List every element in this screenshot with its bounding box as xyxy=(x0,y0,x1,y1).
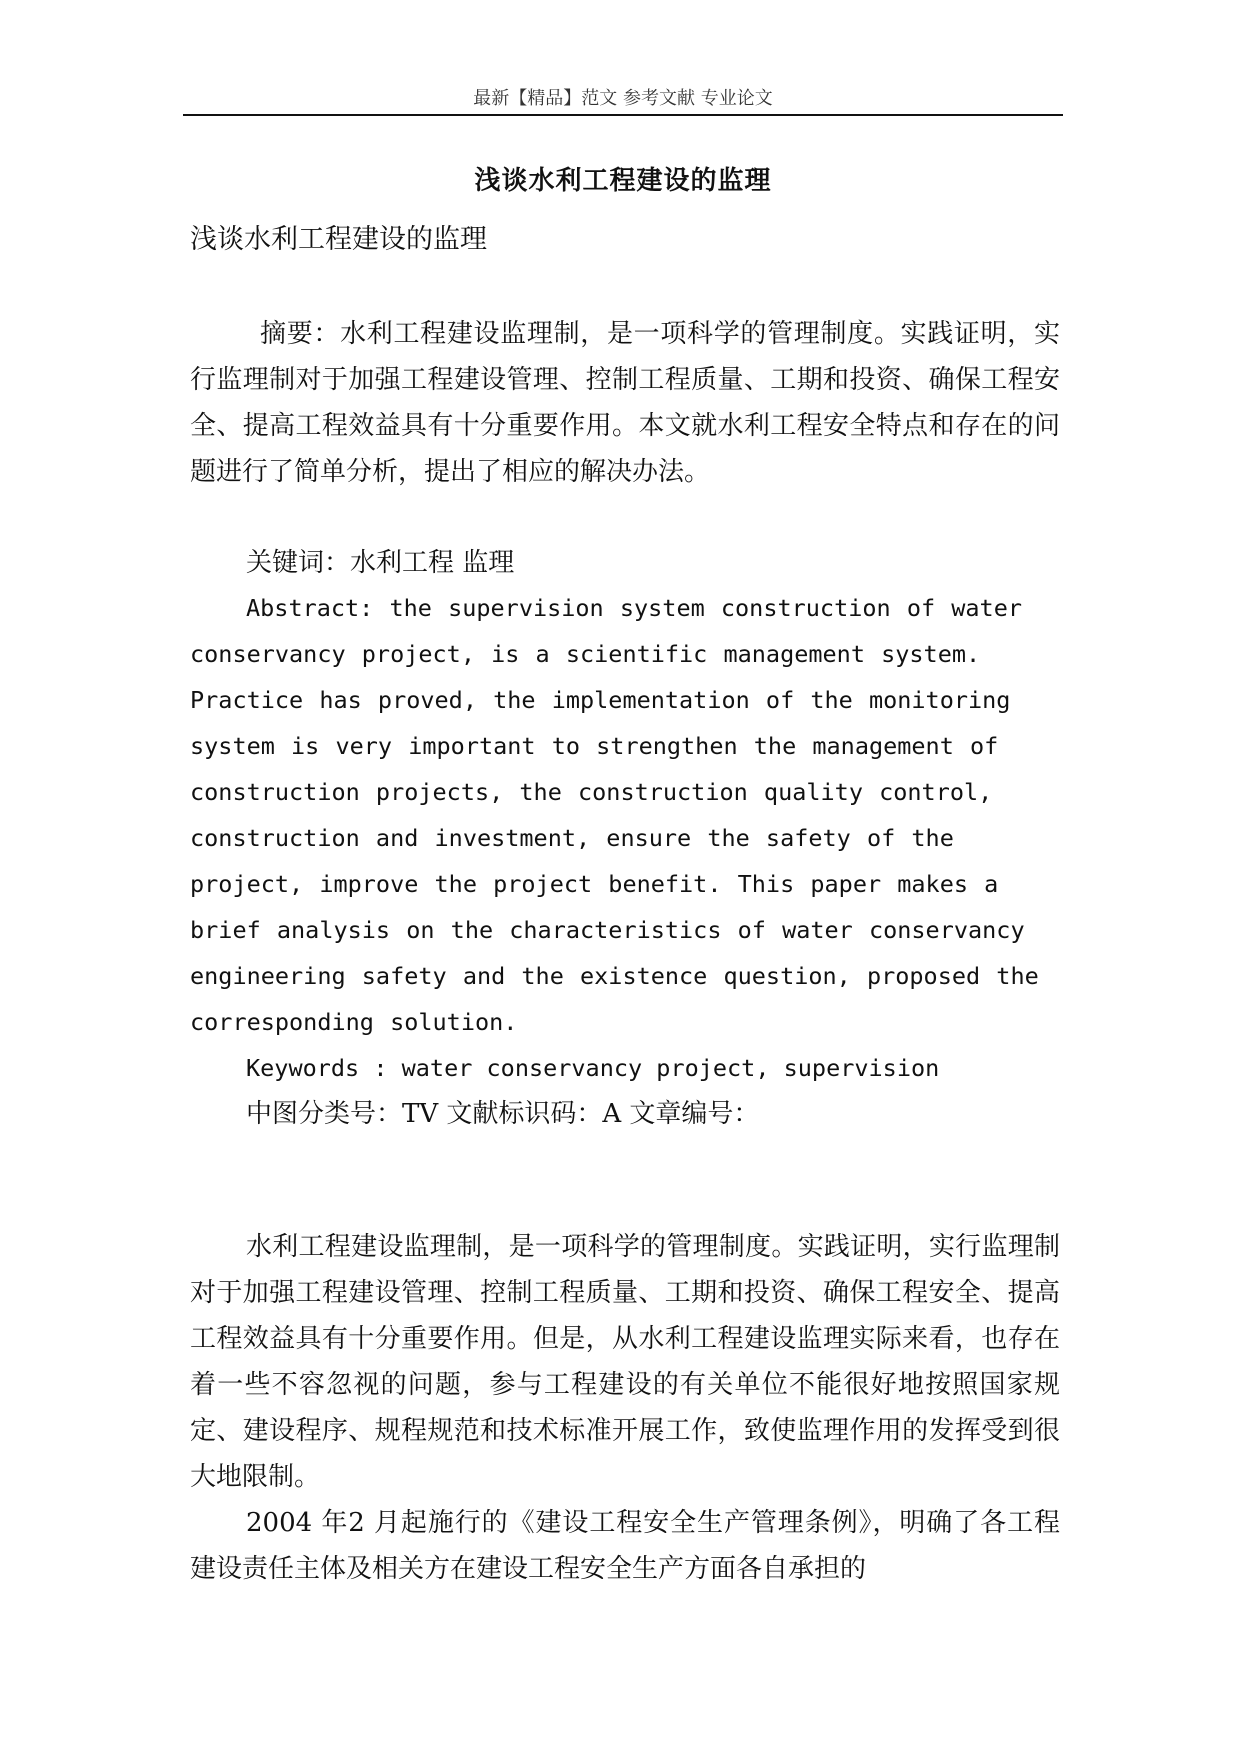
keywords-chinese: 关键词：水利工程 监理 xyxy=(246,548,515,578)
header-divider xyxy=(183,114,1063,116)
running-header: 最新【精品】范文 参考文献 专业论文 xyxy=(473,88,773,109)
document-title: 浅谈水利工程建设的监理 xyxy=(474,166,772,196)
abstract-chinese: 摘要：水利工程建设监理制，是一项科学的管理制度。实践证明，实行监理制对于加强工程建设管理、控制工程质量、工期和投资、确保工程安全、提高工程效益具有十分重要作用。本文就水利工程安全特点和存在的问题进行了简单分析，提出了相应的解决办法。 xyxy=(190,319,1060,487)
body-paragraph: 水利工程建设监理制，是一项科学的管理制度。实践证明，实行监理制对于加强工程建设管理、控制工程质量、工期和投资、确保工程安全、提高工程效益具有十分重要作用。但是，从水利工程建设监理实际来看，也存在着一些不容忽视的问题，参与工程建设的有关单位不能很好地按照国家规定、建设程序、规程规范和技术标准开展工作，致使监理作用的发挥受到很大地限制。 xyxy=(190,1232,1060,1492)
body-paragraph: 2004 年2 月起施行的《建设工程安全生产管理条例》，明确了各工程建设责任主体及相关方在建设工程安全生产方面各自承担的 xyxy=(190,1508,1060,1584)
document-subtitle: 浅谈水利工程建设的监理 xyxy=(190,224,487,255)
abstract-english: Abstract: the supervision system construction of water conservancy project, is a scientific management system. Practice has proved, the implementation of the monitoring system is very important to strengthen the management of construction projects, the construction quality control, construction and investment, ensure the safety of the project, improve the project benefit. This paper makes a brief analysis on the characteristics of water conservancy engineering safety and the existence question, proposed the corresponding solution. xyxy=(190,594,1039,1036)
classification-line: 中图分类号：TV 文献标识码：A 文章编号： xyxy=(246,1099,760,1129)
keywords-english: Keywords : water conservancy project, supervision xyxy=(246,1054,940,1082)
